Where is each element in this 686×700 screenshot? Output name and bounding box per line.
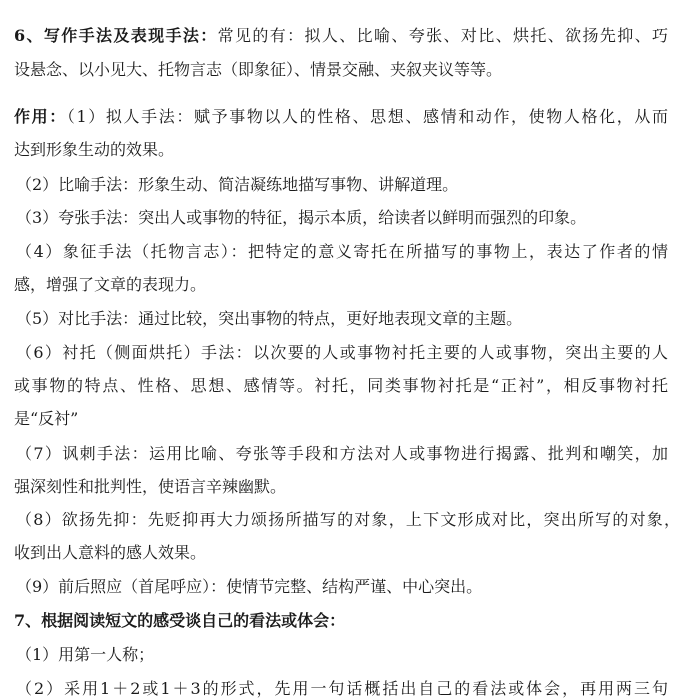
item-2: （2）比喻手法：形象生动、简洁凝练地描写事物、讲解道理。 (16, 175, 459, 194)
section6-line-2: 设悬念、以小见大、托物言志（即象征）、情景交融、夹叙夹议等等。 (14, 60, 503, 79)
section7-item-2: （2）采用1＋2或1＋3的形式，先用一句话概括出自己的看法或体会，再用两三句 (16, 679, 668, 698)
item-4-line-2: 感，增强了文章的表现力。 (14, 275, 207, 294)
item-1-line-2: 达到形象生动的效果。 (14, 140, 175, 159)
item-7-line-1: （7）讽刺手法：运用比喻、夸张等手段和方法对人或事物进行揭露、批判和嘲笑，加 (16, 444, 668, 463)
item-6-line-1: （6）衬托（侧面烘托）手法：以次要的人或事物衬托主要的人或事物，突出主要的人 (16, 343, 668, 362)
item-8-line-2: 收到出人意料的感人效果。 (14, 543, 207, 562)
item-6-line-2: 或事物的特点、性格、思想、感情等。衬托，同类事物衬托是“正衬”，相反事物衬托 (14, 376, 668, 395)
section6-heading: 6、写作手法及表现手法： (14, 26, 218, 45)
item-7-line-2: 强深刻性和批判性，使语言辛辣幽默。 (14, 477, 287, 496)
effect-line-1: 作用：（1）拟人手法：赋予事物以人的性格、思想、感情和动作，使物人格化，从而 (14, 107, 668, 126)
item-3: （3）夸张手法：突出人或事物的特征，揭示本质，给读者以鲜明而强烈的印象。 (16, 208, 587, 227)
section6-line-1: 6、写作手法及表现手法：常见的有：拟人、比喻、夸张、对比、烘托、欲扬先抑、巧 (14, 26, 668, 45)
item-4-line-1: （4）象征手法（托物言志）：把特定的意义寄托在所描写的事物上，表达了作者的情 (16, 242, 668, 261)
item-5: （5）对比手法：通过比较，突出事物的特点，更好地表现文章的主题。 (16, 309, 523, 328)
section7-item-1: （1）用第一人称； (16, 645, 155, 664)
item-9: （9）前后照应（首尾呼应）：使情节完整、结构严谨、中心突出。 (16, 577, 483, 596)
effect-label: 作用： (14, 107, 67, 126)
section7-heading: 7、根据阅读短文的感受谈自己的看法或体会： (14, 611, 346, 630)
item-6-line-3: 是“反衬” (14, 409, 79, 428)
item-8-line-1: （8）欲扬先抑：先贬抑再大力颂扬所描写的对象，上下文形成对比，突出所写的对象， (16, 510, 680, 529)
